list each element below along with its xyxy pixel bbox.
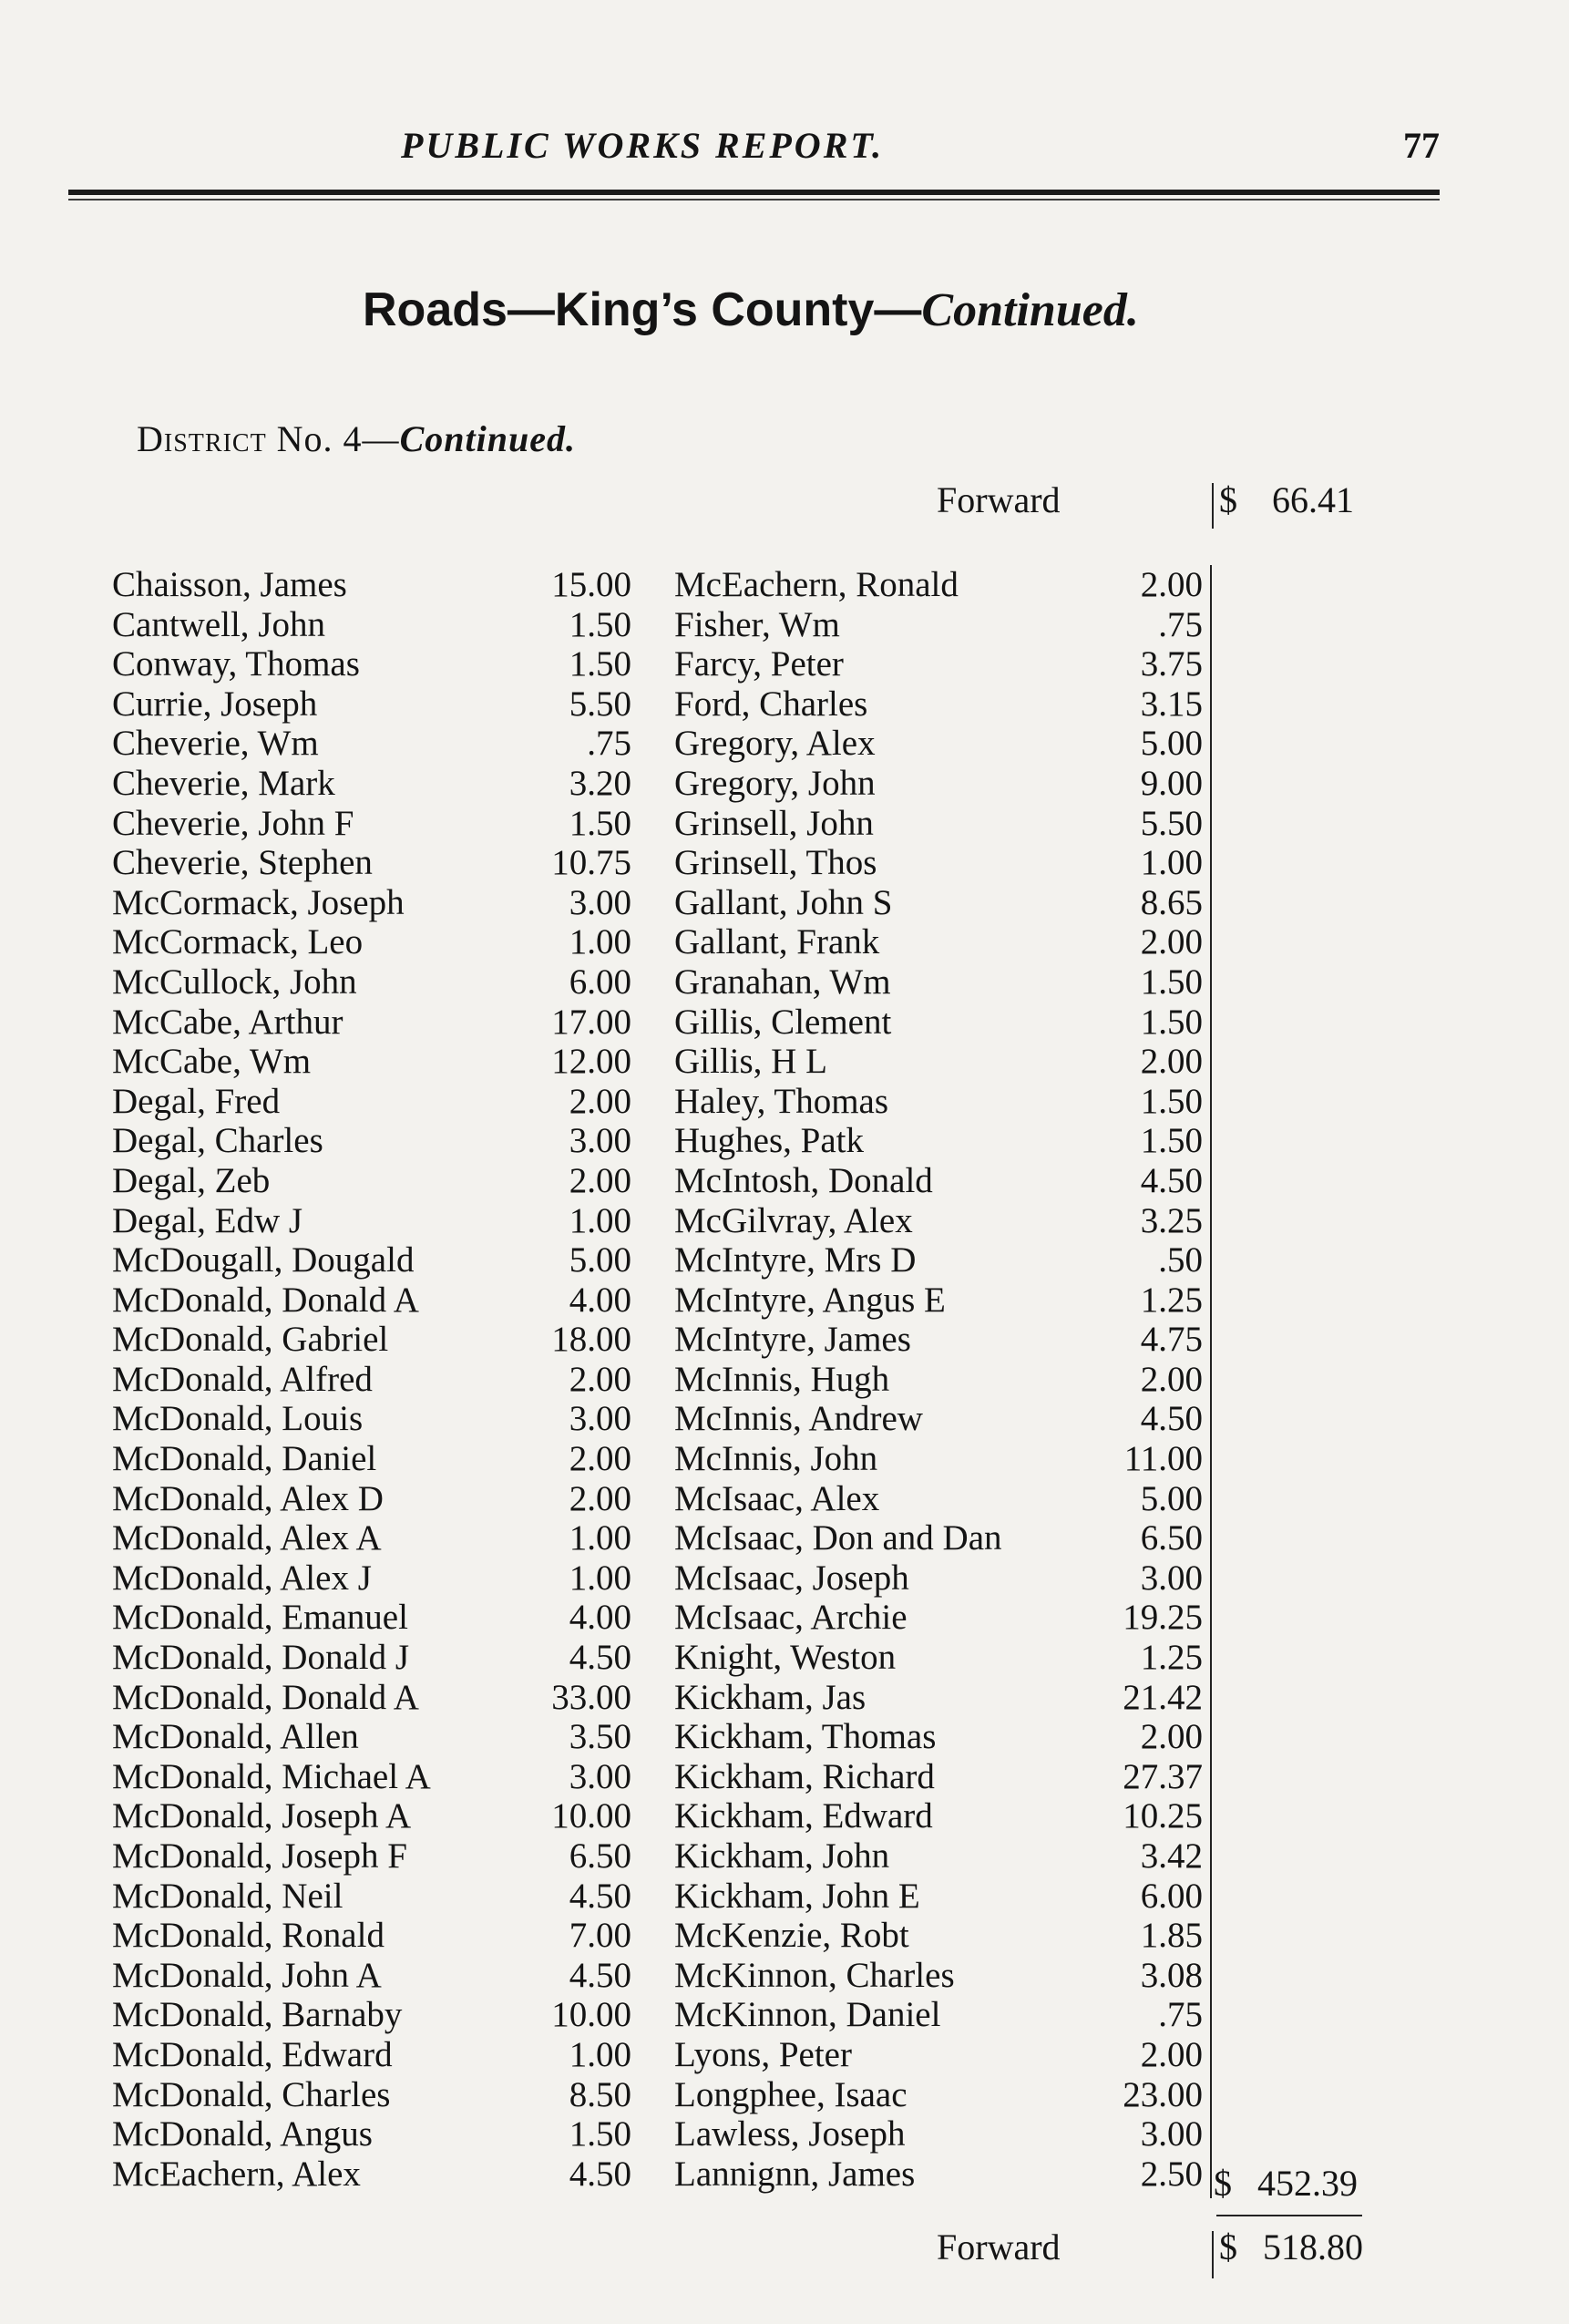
entry-amount: 1.50 bbox=[569, 604, 631, 644]
list-item bbox=[112, 1280, 641, 1321]
entry-name: Cheverie, Wm bbox=[112, 724, 319, 764]
forward-top-amount bbox=[1219, 478, 1354, 521]
entry-amount: 2.00 bbox=[1140, 1042, 1203, 1082]
entry-name: McDonald, Joseph A bbox=[112, 1796, 412, 1836]
list-item bbox=[112, 764, 641, 804]
list-item bbox=[112, 1360, 641, 1400]
entry-name: Gregory, Alex bbox=[674, 724, 876, 764]
entry-amount: 3.08 bbox=[1140, 1955, 1203, 1995]
entry-amount: 7.00 bbox=[569, 1916, 631, 1956]
list-item bbox=[674, 605, 1210, 645]
list-item bbox=[674, 1638, 1210, 1678]
list-item bbox=[674, 1360, 1210, 1400]
entry-name: Degal, Edw J bbox=[112, 1200, 303, 1240]
list-item bbox=[674, 565, 1210, 605]
list-item bbox=[112, 1598, 641, 1638]
section-title-main: Roads—King’s County— bbox=[363, 283, 922, 336]
list-item bbox=[674, 684, 1210, 725]
list-item bbox=[112, 1796, 641, 1836]
entry-name: Hughes, Patk bbox=[674, 1121, 864, 1161]
list-item bbox=[112, 724, 641, 764]
list-item bbox=[674, 1717, 1210, 1757]
entry-amount: 8.50 bbox=[569, 2074, 631, 2114]
entry-name: McDonald, John A bbox=[112, 1955, 382, 1995]
entry-amount: 4.50 bbox=[1140, 1399, 1203, 1439]
entry-amount: 33.00 bbox=[551, 1677, 631, 1717]
entry-name: Kickham, John bbox=[674, 1836, 890, 1876]
entry-name: Kickham, John E bbox=[674, 1876, 920, 1916]
list-item bbox=[112, 1916, 641, 1956]
list-item bbox=[112, 2114, 641, 2154]
entry-amount: 3.00 bbox=[569, 882, 631, 922]
entry-name: McDonald, Michael A bbox=[112, 1756, 431, 1796]
list-item bbox=[112, 1518, 641, 1558]
entry-name: McEachern, Alex bbox=[112, 2154, 361, 2194]
subtotal-dollar: $ bbox=[1214, 2163, 1232, 2204]
entry-amount: 3.20 bbox=[569, 763, 631, 803]
list-item bbox=[112, 1877, 641, 1917]
entry-name: McDonald, Allen bbox=[112, 1717, 359, 1757]
list-item bbox=[112, 962, 641, 1003]
list-item bbox=[112, 922, 641, 962]
entry-amount: 18.00 bbox=[551, 1320, 631, 1360]
entry-name: McDougall, Dougald bbox=[112, 1240, 415, 1280]
entry-name: Fisher, Wm bbox=[674, 604, 840, 644]
list-item bbox=[112, 605, 641, 645]
entry-amount: 3.00 bbox=[569, 1756, 631, 1796]
entry-name: McDonald, Angus bbox=[112, 2114, 373, 2154]
entry-amount: 3.50 bbox=[569, 1717, 631, 1757]
list-item bbox=[674, 644, 1210, 684]
column-divider-top bbox=[1212, 483, 1214, 529]
list-item bbox=[674, 1678, 1210, 1718]
amount-column-divider bbox=[1210, 565, 1212, 2198]
entry-amount: 2.00 bbox=[1140, 1359, 1203, 1399]
list-item bbox=[112, 1082, 641, 1122]
entry-amount: 2.00 bbox=[569, 1478, 631, 1518]
entry-name: McDonald, Alfred bbox=[112, 1359, 373, 1399]
list-item bbox=[112, 804, 641, 844]
entry-name: McDonald, Neil bbox=[112, 1876, 344, 1916]
forward-bottom-dollar: $ bbox=[1219, 2226, 1237, 2267]
list-item bbox=[674, 2075, 1210, 2115]
entry-amount: 3.00 bbox=[569, 1121, 631, 1161]
entry-amount: 4.50 bbox=[569, 2154, 631, 2194]
entry-name: Longphee, Isaac bbox=[674, 2074, 908, 2114]
list-item bbox=[112, 1638, 641, 1678]
entry-amount: 1.00 bbox=[569, 922, 631, 962]
entry-amount: 2.00 bbox=[569, 1160, 631, 1200]
entry-amount: 10.00 bbox=[551, 1995, 631, 2035]
entry-amount: .75 bbox=[1158, 1995, 1203, 2035]
entry-name: Ford, Charles bbox=[674, 684, 868, 724]
entry-name: Gallant, John S bbox=[674, 882, 893, 922]
entry-amount: 1.00 bbox=[1140, 843, 1203, 883]
list-item bbox=[674, 1042, 1210, 1082]
entry-amount: 8.65 bbox=[1140, 882, 1203, 922]
entry-amount: 10.25 bbox=[1123, 1796, 1203, 1836]
entry-amount: 3.00 bbox=[569, 1399, 631, 1439]
entry-name: McCormack, Joseph bbox=[112, 882, 405, 922]
entry-amount: 3.42 bbox=[1140, 1836, 1203, 1876]
list-item bbox=[674, 1479, 1210, 1519]
list-item bbox=[674, 1995, 1210, 2035]
entry-amount: 1.50 bbox=[569, 2114, 631, 2154]
entry-name: McGilvray, Alex bbox=[674, 1200, 913, 1240]
entry-amount: 6.00 bbox=[569, 961, 631, 1002]
entry-name: McDonald, Emanuel bbox=[112, 1598, 408, 1638]
entry-amount: 4.50 bbox=[1140, 1160, 1203, 1200]
entry-amount: 1.00 bbox=[569, 1558, 631, 1598]
entry-name: McKinnon, Daniel bbox=[674, 1995, 941, 2035]
entry-amount: 11.00 bbox=[1123, 1439, 1203, 1479]
list-item bbox=[674, 1003, 1210, 1043]
list-item bbox=[112, 1201, 641, 1241]
district-label: District bbox=[137, 418, 267, 459]
entry-amount: 1.00 bbox=[569, 1518, 631, 1558]
list-item bbox=[674, 1916, 1210, 1956]
list-item bbox=[674, 1518, 1210, 1558]
list-item bbox=[112, 1121, 641, 1161]
entry-amount: 2.00 bbox=[569, 1359, 631, 1399]
list-item bbox=[112, 2035, 641, 2075]
entry-amount: 23.00 bbox=[1123, 2074, 1203, 2114]
entry-amount: 1.25 bbox=[1140, 1638, 1203, 1678]
entry-amount: 1.85 bbox=[1140, 1916, 1203, 1956]
entry-amount: 1.50 bbox=[1140, 1002, 1203, 1042]
page-number: 77 bbox=[1403, 125, 1440, 166]
district-number: No. 4— bbox=[276, 418, 400, 459]
entry-amount: 10.00 bbox=[551, 1796, 631, 1836]
list-item bbox=[674, 1399, 1210, 1439]
list-item bbox=[112, 684, 641, 725]
list-item bbox=[674, 1161, 1210, 1201]
list-item bbox=[674, 1240, 1210, 1280]
entry-amount: 4.50 bbox=[569, 1638, 631, 1678]
entry-name: McInnis, Andrew bbox=[674, 1399, 923, 1439]
list-item bbox=[674, 1796, 1210, 1836]
entry-name: McDonald, Charles bbox=[112, 2074, 391, 2114]
entry-name: Cheverie, Stephen bbox=[112, 843, 373, 883]
entry-name: McDonald, Donald A bbox=[112, 1280, 419, 1320]
header-rule-thick bbox=[68, 190, 1440, 195]
entry-amount: 6.00 bbox=[1140, 1876, 1203, 1916]
entry-name: McDonald, Ronald bbox=[112, 1916, 385, 1956]
entry-name: McEachern, Ronald bbox=[674, 565, 959, 604]
entry-name: McIsaac, Joseph bbox=[674, 1558, 909, 1598]
entry-amount: 9.00 bbox=[1140, 763, 1203, 803]
entry-name: McIntyre, Mrs D bbox=[674, 1240, 917, 1280]
entry-name: McKinnon, Charles bbox=[674, 1955, 955, 1995]
entry-amount: 12.00 bbox=[551, 1042, 631, 1082]
list-item bbox=[112, 1161, 641, 1201]
entry-name: McCabe, Wm bbox=[112, 1042, 312, 1082]
list-item bbox=[112, 565, 641, 605]
list-item bbox=[674, 1598, 1210, 1638]
entry-amount: .75 bbox=[1158, 604, 1203, 644]
list-item bbox=[112, 1320, 641, 1360]
entry-name: McDonald, Alex A bbox=[112, 1518, 382, 1558]
entry-amount: 5.50 bbox=[569, 684, 631, 724]
entry-name: Kickham, Thomas bbox=[674, 1717, 937, 1757]
entry-name: McDonald, Donald J bbox=[112, 1638, 410, 1678]
entry-amount: 15.00 bbox=[551, 565, 631, 604]
list-item bbox=[112, 1479, 641, 1519]
list-item bbox=[674, 804, 1210, 844]
list-item bbox=[112, 2075, 641, 2115]
entry-amount: 4.00 bbox=[569, 1598, 631, 1638]
entry-name: McDonald, Daniel bbox=[112, 1439, 377, 1479]
subtotal-value: 452.39 bbox=[1257, 2163, 1358, 2204]
section-title bbox=[363, 283, 1139, 337]
entry-amount: 1.50 bbox=[569, 644, 631, 684]
entry-name: McDonald, Louis bbox=[112, 1399, 364, 1439]
entry-name: Degal, Fred bbox=[112, 1081, 281, 1121]
list-item bbox=[112, 1995, 641, 2035]
district-continued: Continued. bbox=[399, 418, 576, 459]
entry-name: Kickham, Richard bbox=[674, 1756, 935, 1796]
entry-name: McDonald, Edward bbox=[112, 2034, 393, 2074]
entry-amount: 27.37 bbox=[1123, 1756, 1203, 1796]
entry-name: Degal, Zeb bbox=[112, 1160, 271, 1200]
entry-name: McDonald, Alex D bbox=[112, 1478, 384, 1518]
list-item bbox=[674, 1836, 1210, 1877]
entry-amount: 1.50 bbox=[1140, 1081, 1203, 1121]
entry-name: Currie, Joseph bbox=[112, 684, 318, 724]
list-item bbox=[112, 883, 641, 923]
forward-bottom-amount bbox=[1219, 2226, 1363, 2268]
entry-name: Gillis, Clement bbox=[674, 1002, 892, 1042]
list-item bbox=[674, 922, 1210, 962]
forward-bottom-label: Forward bbox=[937, 2226, 1061, 2267]
entry-name: McCullock, John bbox=[112, 961, 357, 1002]
list-item bbox=[674, 1877, 1210, 1917]
entry-name: Gregory, John bbox=[674, 763, 876, 803]
entry-amount: 3.00 bbox=[1140, 2114, 1203, 2154]
running-title: PUBLIC WORKS REPORT. bbox=[401, 125, 885, 166]
entry-name: Granahan, Wm bbox=[674, 961, 891, 1002]
list-item bbox=[112, 1956, 641, 1996]
list-item bbox=[112, 1003, 641, 1043]
entry-name: McCabe, Arthur bbox=[112, 1002, 344, 1042]
header-rule-thin bbox=[68, 199, 1440, 201]
entry-amount: 4.00 bbox=[569, 1280, 631, 1320]
entry-amount: 3.75 bbox=[1140, 644, 1203, 684]
list-item bbox=[112, 1717, 641, 1757]
entry-amount: 1.50 bbox=[1140, 961, 1203, 1002]
list-item bbox=[112, 1678, 641, 1718]
entry-amount: 1.00 bbox=[569, 2034, 631, 2074]
list-item bbox=[112, 2154, 641, 2195]
entry-name: Degal, Charles bbox=[112, 1121, 323, 1161]
list-item bbox=[674, 2114, 1210, 2154]
left-entries-column bbox=[112, 565, 641, 2194]
list-item bbox=[674, 764, 1210, 804]
forward-bottom-value: 518.80 bbox=[1263, 2226, 1363, 2267]
entry-amount: .50 bbox=[1158, 1240, 1203, 1280]
entry-name: Lawless, Joseph bbox=[674, 2114, 906, 2154]
list-item bbox=[674, 1439, 1210, 1479]
entry-amount: 4.75 bbox=[1140, 1320, 1203, 1360]
section-title-continued: Continued. bbox=[921, 284, 1139, 336]
entry-name: Cheverie, John F bbox=[112, 803, 354, 843]
entry-amount: 3.25 bbox=[1140, 1200, 1203, 1240]
entry-amount: 2.00 bbox=[1140, 2034, 1203, 2074]
entry-name: McIsaac, Archie bbox=[674, 1598, 908, 1638]
entry-amount: 5.50 bbox=[1140, 803, 1203, 843]
forward-top-dollar: $ bbox=[1219, 479, 1237, 520]
entry-name: McDonald, Alex J bbox=[112, 1558, 372, 1598]
entry-name: McIsaac, Alex bbox=[674, 1478, 880, 1518]
list-item bbox=[674, 2154, 1210, 2195]
entry-amount: 1.50 bbox=[569, 803, 631, 843]
entry-name: Gillis, H L bbox=[674, 1042, 827, 1082]
entry-amount: 4.50 bbox=[569, 1955, 631, 1995]
right-entries-column bbox=[674, 565, 1210, 2194]
list-item bbox=[674, 1956, 1210, 1996]
entry-amount: 1.00 bbox=[569, 1200, 631, 1240]
list-item bbox=[674, 2035, 1210, 2075]
entry-name: Conway, Thomas bbox=[112, 644, 360, 684]
list-item bbox=[674, 1121, 1210, 1161]
list-item bbox=[674, 1082, 1210, 1122]
list-item bbox=[112, 1240, 641, 1280]
entry-amount: 2.00 bbox=[1140, 1717, 1203, 1757]
entry-name: Grinsell, John bbox=[674, 803, 874, 843]
entry-name: McIntyre, Angus E bbox=[674, 1280, 946, 1320]
list-item bbox=[112, 1439, 641, 1479]
entry-amount: 10.75 bbox=[551, 843, 631, 883]
entry-name: McDonald, Joseph F bbox=[112, 1836, 407, 1876]
entry-name: Haley, Thomas bbox=[674, 1081, 889, 1121]
entry-amount: 2.00 bbox=[569, 1081, 631, 1121]
entry-amount: 4.50 bbox=[569, 1876, 631, 1916]
entry-amount: 3.15 bbox=[1140, 684, 1203, 724]
entry-amount: 1.25 bbox=[1140, 1280, 1203, 1320]
entry-amount: 2.00 bbox=[569, 1439, 631, 1479]
entry-amount: 2.50 bbox=[1140, 2154, 1203, 2194]
entry-name: McDonald, Gabriel bbox=[112, 1320, 389, 1360]
list-item bbox=[674, 1201, 1210, 1241]
entry-name: Kickham, Edward bbox=[674, 1796, 933, 1836]
entry-name: McInnis, John bbox=[674, 1439, 878, 1479]
list-item bbox=[674, 1280, 1210, 1321]
total-rule bbox=[1216, 2215, 1362, 2216]
entry-name: Cheverie, Mark bbox=[112, 763, 335, 803]
entry-name: McDonald, Donald A bbox=[112, 1677, 419, 1717]
entry-name: Lannignn, James bbox=[674, 2154, 916, 2194]
entry-name: Gallant, Frank bbox=[674, 922, 880, 962]
district-heading bbox=[137, 417, 576, 460]
list-item bbox=[112, 1399, 641, 1439]
entry-amount: 2.00 bbox=[1140, 922, 1203, 962]
entry-name: Knight, Weston bbox=[674, 1638, 897, 1678]
entry-amount: 5.00 bbox=[1140, 1478, 1203, 1518]
entry-name: McIntyre, James bbox=[674, 1320, 911, 1360]
entry-name: Farcy, Peter bbox=[674, 644, 844, 684]
entry-amount: 19.25 bbox=[1123, 1598, 1203, 1638]
entry-name: Cantwell, John bbox=[112, 604, 325, 644]
entry-amount: 3.00 bbox=[1140, 1558, 1203, 1598]
entry-amount: 5.00 bbox=[1140, 724, 1203, 764]
entry-amount: 6.50 bbox=[569, 1836, 631, 1876]
entry-amount: 1.50 bbox=[1140, 1121, 1203, 1161]
list-item bbox=[674, 1320, 1210, 1360]
list-item bbox=[112, 1558, 641, 1599]
entry-name: Kickham, Jas bbox=[674, 1677, 867, 1717]
forward-top-label: Forward bbox=[937, 479, 1061, 520]
entry-name: McIntosh, Donald bbox=[674, 1160, 933, 1200]
column-divider-bottom bbox=[1212, 2231, 1214, 2278]
entry-amount: .75 bbox=[587, 724, 631, 764]
column-subtotal bbox=[1214, 2162, 1358, 2205]
entry-name: McCormack, Leo bbox=[112, 922, 364, 962]
list-item bbox=[674, 1757, 1210, 1797]
entry-name: Lyons, Peter bbox=[674, 2034, 852, 2074]
list-item bbox=[674, 962, 1210, 1003]
entry-amount: 2.00 bbox=[1140, 565, 1203, 604]
list-item bbox=[112, 644, 641, 684]
list-item bbox=[674, 843, 1210, 883]
list-item bbox=[112, 1757, 641, 1797]
list-item bbox=[674, 883, 1210, 923]
entry-name: Chaisson, James bbox=[112, 565, 347, 604]
list-item bbox=[674, 1558, 1210, 1599]
entry-name: McIsaac, Don and Dan bbox=[674, 1518, 1002, 1558]
list-item bbox=[112, 1042, 641, 1082]
forward-top-value: 66.41 bbox=[1272, 479, 1354, 520]
entry-name: McDonald, Barnaby bbox=[112, 1995, 403, 2035]
entry-name: Grinsell, Thos bbox=[674, 843, 877, 883]
list-item bbox=[112, 1836, 641, 1877]
entry-name: McInnis, Hugh bbox=[674, 1359, 890, 1399]
entry-amount: 17.00 bbox=[551, 1002, 631, 1042]
entry-name: McKenzie, Robt bbox=[674, 1916, 909, 1956]
entry-amount: 5.00 bbox=[569, 1240, 631, 1280]
list-item bbox=[674, 724, 1210, 764]
entry-amount: 6.50 bbox=[1140, 1518, 1203, 1558]
entry-amount: 21.42 bbox=[1123, 1677, 1203, 1717]
list-item bbox=[112, 843, 641, 883]
